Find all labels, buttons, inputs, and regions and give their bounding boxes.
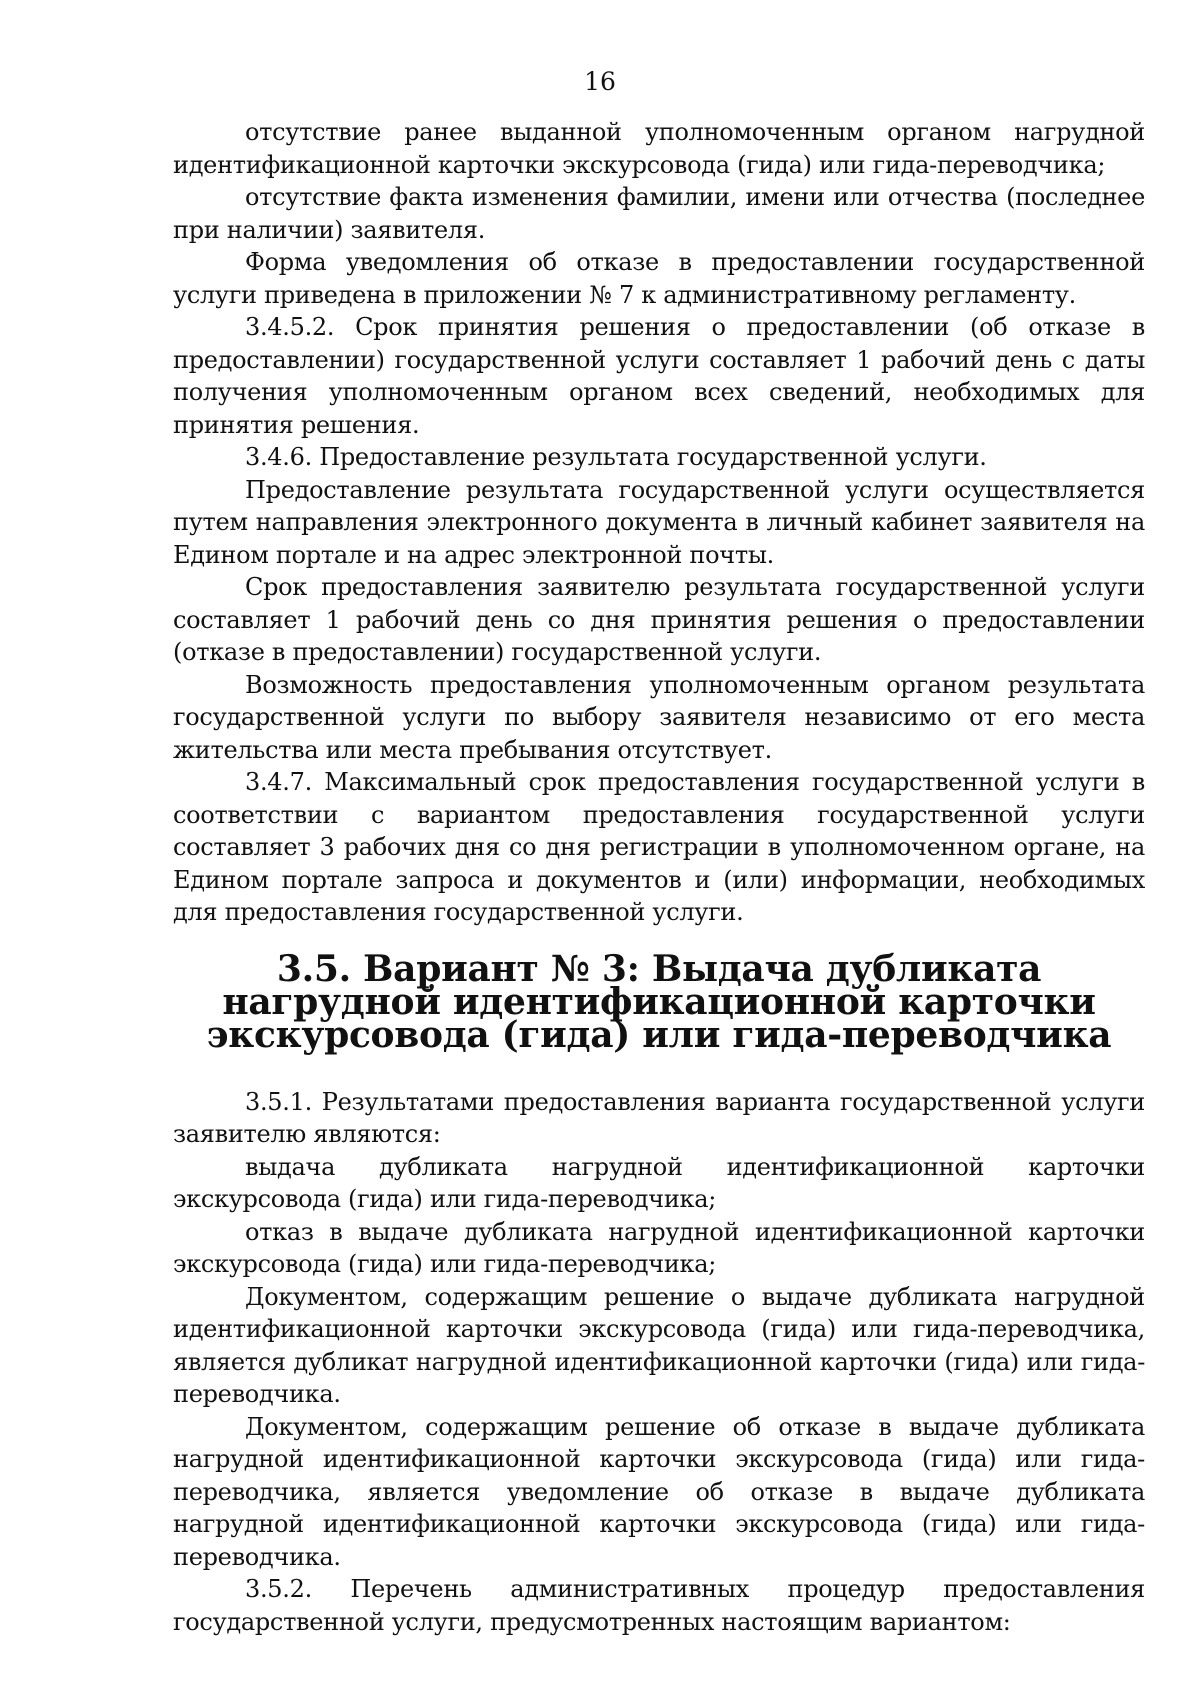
paragraph: отсутствие факта изменения фамилии, имени или отчества (последнее при наличии) заявителя. xyxy=(173,183,1145,244)
paragraph: 3.5.2. Перечень административных процедур предоставления государственной услуги, предусмотренных настоящим вариантом: xyxy=(173,1575,1145,1636)
paragraph: Срок предоставления заявителю результата государственной услуги составляет 1 рабочий день со дня принятия решения о предоставлении (отказе в предоставлении) государственной услуги. xyxy=(173,573,1145,666)
paragraph: Документом, содержащим решение о выдаче дубликата нагрудной идентификационной карточки экскурсовода (гида) или гида-переводчика, является дубликат нагрудной идентификационной карточки (гида) или гида-переводчика. xyxy=(173,1282,1145,1408)
paragraph: 3.4.7. Максимальный срок предоставления государственной услуги в соответствии с вариантом предоставления государственной услуги составляет 3 рабочих дня со дня регистрации в уполномоченном органе, на Едином портале запроса и документов и (или) информации, необходимых для предоставления государственной услуги. xyxy=(173,768,1145,926)
paragraph: отказ в выдаче дубликата нагрудной идентификационной карточки экскурсовода (гида) или гида-переводчика; xyxy=(173,1217,1145,1278)
paragraph: Документом, содержащим решение об отказе в выдаче дубликата нагрудной идентификационной карточки экскурсовода (гида) или гида-переводчика, является уведомление об отказе в выдаче дубликата нагрудной идентификационной карточки экскурсовода (гида) или гида-переводчика. xyxy=(173,1412,1145,1571)
paragraph: 3.4.6. Предоставление результата государственной услуги. xyxy=(245,443,987,471)
paragraph: отсутствие ранее выданной уполномоченным органом нагрудной идентификационной карточки экскурсовода (гида) или гида-переводчика; xyxy=(173,118,1145,179)
section-heading: 3.5. Вариант № 3: Выдача дубликата нагрудной идентификационной карточки экскурсовода (гида) или гида-переводчика xyxy=(206,947,1112,1056)
paragraph: 3.5.1. Результатами предоставления варианта государственной услуги заявителю являются: xyxy=(173,1087,1145,1148)
page-number: 16 xyxy=(584,67,616,96)
paragraph: Предоставление результата государственной услуги осуществляется путем направления электронного документа в личный кабинет заявителя на Едином портале и на адрес электронной почты. xyxy=(173,475,1145,569)
paragraph: Форма уведомления об отказе в предоставлении государственной услуги приведена в приложении № 7 к административному регламенту. xyxy=(173,248,1145,309)
paragraph: Возможность предоставления уполномоченным органом результата государственной услуги по выбору заявителя независимо от его места жительства или места пребывания отсутствует. xyxy=(173,670,1145,764)
paragraph: 3.4.5.2. Срок принятия решения о предоставлении (об отказе в предоставлении) государственной услуги составляет 1 рабочий день с даты получения уполномоченным органом всех сведений, необходимых для принятия решения. xyxy=(173,313,1145,439)
document-body xyxy=(173,116,1145,1638)
paragraph: выдача дубликата нагрудной идентификационной карточки экскурсовода (гида) или гида-переводчика; xyxy=(173,1152,1145,1213)
